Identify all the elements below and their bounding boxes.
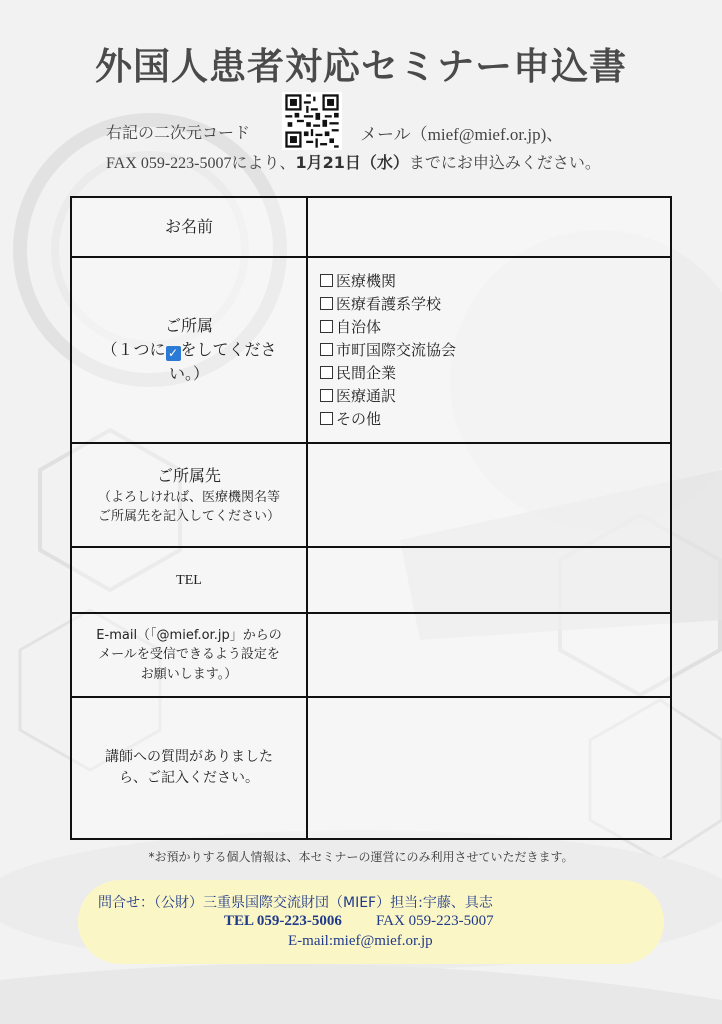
question-input-cell[interactable]: [307, 697, 671, 839]
option-label: 民間企業: [336, 363, 397, 382]
affiliation-label: ご所属: [164, 316, 213, 335]
email-label-3: お願いします。）: [140, 666, 238, 682]
row-question: [71, 697, 671, 839]
affiliation-hint: [73, 338, 305, 362]
option-item[interactable]: [320, 339, 670, 362]
name-label-cell: [71, 197, 307, 257]
option-item[interactable]: [320, 362, 670, 385]
tel-label: TEL: [176, 572, 202, 588]
email-input-cell[interactable]: [307, 613, 671, 697]
name-label: お名前: [164, 217, 213, 236]
intro-mid: により、: [231, 153, 296, 172]
row-affiliation: [71, 257, 671, 443]
checkbox-icon[interactable]: [320, 412, 333, 425]
checkbox-icon[interactable]: [320, 343, 333, 356]
intro-fax: FAX 059-223-5007: [106, 155, 232, 172]
privacy-note: *お預かりする個人情報は、本セミナーの運営にのみ利用させていただきます。: [148, 850, 574, 864]
option-item[interactable]: [320, 316, 670, 339]
org-label-cell: [71, 443, 307, 547]
row-organization: [71, 443, 671, 547]
option-item[interactable]: [320, 293, 670, 316]
affiliation-label-cell: [71, 257, 307, 443]
option-item[interactable]: [320, 385, 670, 408]
affiliation-options-cell: [307, 257, 671, 443]
tel-input-cell[interactable]: [307, 547, 671, 613]
intro-deadline: 1月21日（水）: [295, 153, 409, 172]
option-item[interactable]: [320, 408, 670, 431]
checkbox-icon[interactable]: [320, 320, 333, 333]
option-label: 自治体: [336, 317, 382, 336]
contact-phone-line: [224, 913, 494, 930]
checkbox-icon[interactable]: [320, 389, 333, 402]
contact-tel: TEL 059-223-5006: [224, 913, 342, 929]
application-form: [70, 196, 672, 840]
checkbox-icon[interactable]: [320, 274, 333, 287]
affiliation-hint-pre: （１つに: [101, 340, 166, 359]
org-label: ご所属先: [156, 465, 221, 485]
contact-email: E-mail:mief@mief.or.jp: [288, 933, 433, 949]
option-label: 医療看護系学校: [336, 294, 442, 313]
name-input-cell[interactable]: [307, 197, 671, 257]
qr-code-image: [282, 92, 342, 150]
row-tel: [71, 547, 671, 613]
contact-org: 問合せ：（公財）三重県国際交流財団（MIEF）担当:宇藤、具志: [98, 895, 493, 911]
contact-fax: FAX 059-223-5007: [375, 913, 494, 929]
option-label: 医療機関: [336, 271, 397, 290]
email-label-2: メールを受信できるよう設定を: [98, 647, 280, 663]
checkbox-icon[interactable]: [320, 366, 333, 379]
row-email: [71, 613, 671, 697]
org-hint-1: （よろしければ、医療機関名等: [97, 489, 280, 505]
affiliation-options: [308, 264, 670, 437]
question-label-2: ら、ご記入ください。: [119, 770, 259, 786]
email-label-1: E-mail（「@mief.or.jp」からの: [96, 627, 282, 643]
affiliation-hint-end: い。）: [168, 364, 209, 383]
org-input-cell[interactable]: [307, 443, 671, 547]
intro-line-1: [0, 118, 722, 144]
option-label: その他: [336, 409, 382, 428]
option-item[interactable]: [320, 270, 670, 293]
qr-code[interactable]: [282, 92, 342, 150]
email-label-cell: [71, 613, 307, 697]
option-label: 市町国際交流協会: [336, 340, 457, 359]
question-label-cell: [71, 697, 307, 839]
intro-qr-text: 右記の二次元コード: [106, 123, 251, 142]
page-title: 外国人患者対応セミナー申込書: [95, 45, 627, 88]
org-hint-2: ご所属先を記入してください）: [97, 509, 280, 524]
question-label-1: 講師への質問がありました: [105, 749, 273, 765]
contact-box: [78, 880, 664, 964]
checkbox-icon[interactable]: [320, 297, 333, 310]
option-label: 医療通訳: [336, 386, 397, 405]
intro-email-text: メール（mief@mief.or.jp)、: [360, 125, 564, 144]
affiliation-hint-post: をしてくださ: [180, 340, 277, 359]
checkbox-checked-icon: ✓: [166, 346, 181, 361]
tel-label-cell: [71, 547, 307, 613]
intro-line-2: [106, 150, 601, 173]
intro-end: までにお申込みください。: [408, 153, 601, 172]
row-name: [71, 197, 671, 257]
